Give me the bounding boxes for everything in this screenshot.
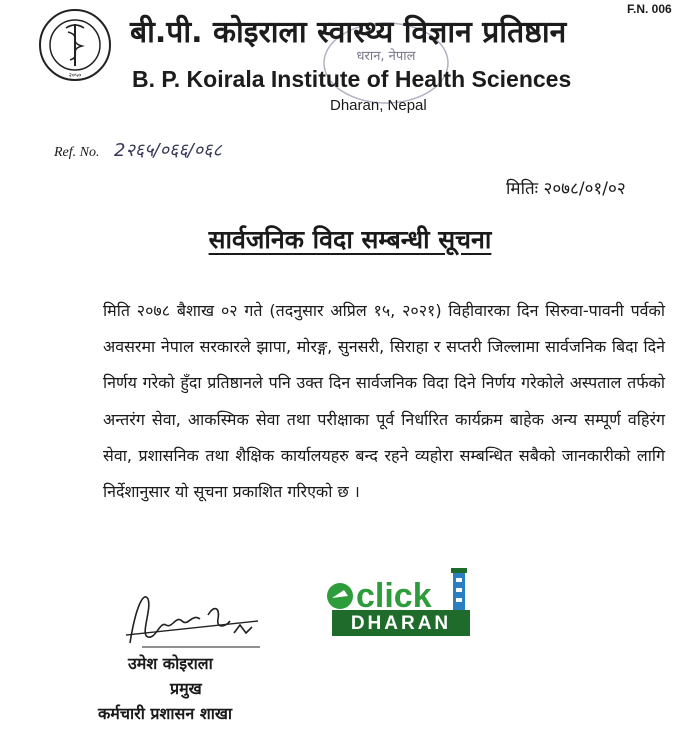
signatory-department: कर्मचारी प्रशासन शाखा [98, 704, 233, 723]
notice-body: मिति २०७८ बैशाख ०२ गते (तदनुसार अप्रिल १५, २०२१) विहीवारका दिन सिरुवा-पावनी पर्वको अवसरमा नेपाल सरकारले झापा, मोरङ्ग, सुनसरी, सिराहा र सप्तरी जिल्लामा सार्वजनिक बिदा दिने निर्णय गरेको हुँदा प्रतिष्ठानले पनि उक्त दिन सार्वजनिक विदा दिने निर्णय गरेकोले अस्पताल तर्फको अन्तरंग सेवा, आकस्मिक सेवा तथा परीक्षाका पूर्व निर्धारित कार्यक्रम बाहेक अन्य सम्पूर्ण वहिरंग सेवा, प्रशासनिक तथा शैक्षिक कार्यालयहरु बन्द रहने व्यहोरा सम्बन्धित सबैको जानकारीको लागि निर्देशानुसार यो सूचना प्रकाशित गरिएको छ । [103, 301, 665, 502]
notice-title: सार्वजनिक विदा सम्बन्धी सूचना [208, 225, 492, 254]
svg-text:2२६५/०६६/०६८: 2२६५/०६६/०६८ [114, 140, 222, 161]
signatory-designation: प्रमुख [170, 679, 202, 698]
institute-seal-logo [38, 8, 112, 82]
notice-date: मितिः २०७८/०१/०२ [506, 179, 626, 199]
institute-name-nepali: बी.पी. कोइराला स्वास्थ्य विज्ञान प्रतिष्ठान [130, 15, 567, 50]
reference-label: Ref. No. [54, 145, 100, 160]
handwritten-signature [122, 585, 264, 649]
institute-address: Dharan, Nepal [330, 97, 427, 114]
signatory-name: उमेश कोइराला [128, 654, 213, 673]
svg-text:२०५०: २०५० [68, 72, 82, 79]
reference-number-handwritten [112, 136, 277, 164]
svg-text:click: click [356, 577, 432, 615]
form-number: F.N. 006 [627, 2, 672, 16]
institute-name-english: B. P. Koirala Institute of Health Sciences [132, 66, 572, 92]
click-dharan-watermark-logo [322, 566, 472, 644]
svg-text:DHARAN: DHARAN [350, 613, 452, 634]
svg-text:धरान, नेपाल: धरान, नेपाल [356, 49, 416, 64]
